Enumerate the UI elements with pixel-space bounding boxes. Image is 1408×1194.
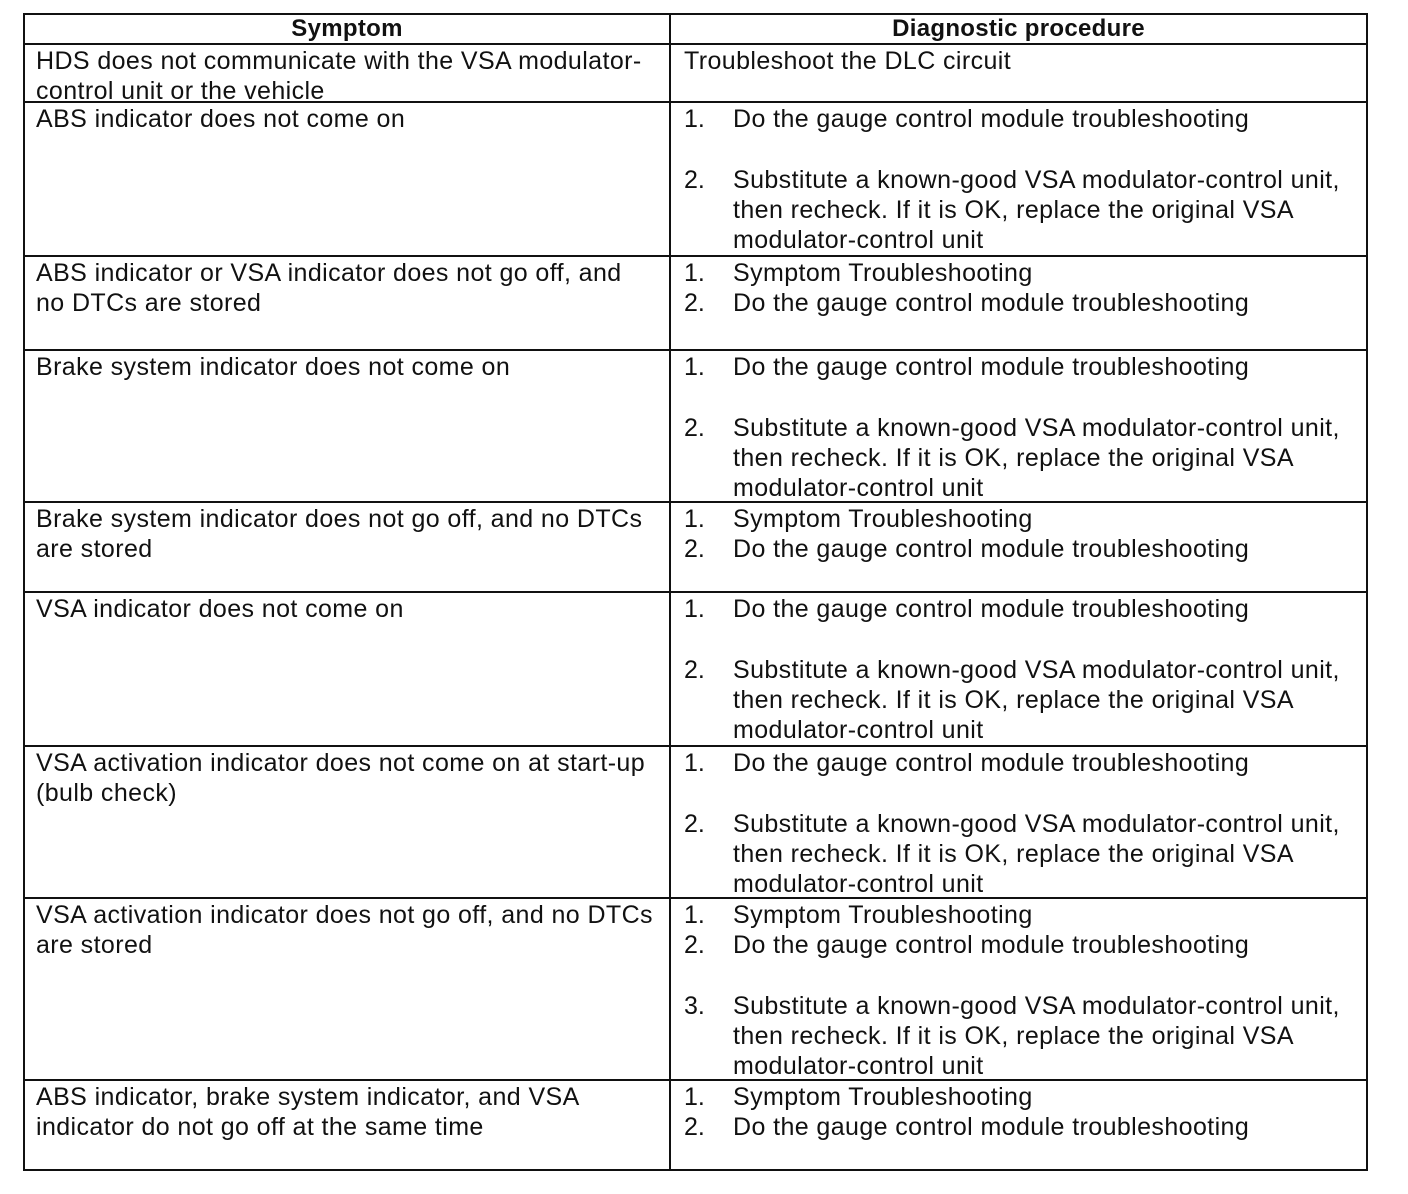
step-line: Do the gauge control module troubleshooting (733, 931, 1250, 959)
step-line: then recheck. If it is OK, replace the original VSA (733, 444, 1294, 472)
step-line: Do the gauge control module troubleshooting (733, 749, 1250, 777)
step-line: Substitute a known-good VSA modulator-control unit, (733, 166, 1340, 194)
step-number: 1. (684, 901, 705, 929)
procedure-step (684, 413, 1366, 503)
procedure-step (684, 655, 1366, 745)
symptom-line: are stored (36, 535, 153, 563)
step-line: Substitute a known-good VSA modulator-control unit, (733, 992, 1340, 1020)
header-diagnostic-procedure: Diagnostic procedure (892, 15, 1145, 42)
step-text (733, 930, 1366, 960)
table-header-row (25, 15, 1366, 45)
header-procedure-cell (671, 15, 1366, 43)
step-line: then recheck. If it is OK, replace the original VSA (733, 840, 1294, 868)
step-line: Symptom Troubleshooting (733, 259, 1033, 287)
step-line: Symptom Troubleshooting (733, 1083, 1033, 1111)
procedure-step (684, 930, 1366, 960)
symptom-line: ABS indicator does not come on (36, 105, 406, 133)
step-text (733, 809, 1366, 899)
symptom-line: VSA indicator does not come on (36, 595, 404, 623)
symptom-line: HDS does not communicate with the VSA modulator- (36, 47, 642, 75)
table-row (25, 257, 1366, 351)
step-number: 2. (684, 810, 705, 838)
table-row (25, 45, 1366, 103)
symptom-cell (25, 503, 671, 591)
symptom-line: Brake system indicator does not go off, and no DTCs (36, 505, 643, 533)
symptom-line: control unit or the vehicle (36, 77, 325, 105)
procedure-cell (671, 503, 1366, 591)
step-text (733, 288, 1366, 318)
procedure-step (684, 1112, 1366, 1142)
procedure-cell (671, 593, 1366, 745)
step-line: Do the gauge control module troubleshooting (733, 535, 1250, 563)
symptom-line: are stored (36, 931, 153, 959)
step-line: modulator-control unit (733, 474, 984, 502)
step-number: 2. (684, 656, 705, 684)
step-line: Do the gauge control module troubleshooting (733, 353, 1250, 381)
step-text (733, 413, 1366, 503)
table-row (25, 103, 1366, 257)
step-text (733, 534, 1366, 564)
symptom-cell (25, 747, 671, 897)
step-number: 2. (684, 289, 705, 317)
step-number: 1. (684, 105, 705, 133)
step-text (733, 258, 1366, 288)
step-number: 2. (684, 414, 705, 442)
step-number: 2. (684, 535, 705, 563)
procedure-cell (671, 1081, 1366, 1169)
procedure-line: Troubleshoot the DLC circuit (684, 47, 1012, 75)
step-line: modulator-control unit (733, 716, 984, 744)
procedure-cell (671, 103, 1366, 255)
symptom-cell (25, 351, 671, 501)
procedure-step (684, 900, 1366, 930)
symptom-cell (25, 593, 671, 745)
symptom-line: ABS indicator, brake system indicator, and VSA (36, 1083, 580, 1111)
step-line: then recheck. If it is OK, replace the original VSA (733, 1022, 1294, 1050)
step-text (733, 104, 1366, 134)
table-row (25, 351, 1366, 503)
procedure-step (684, 258, 1366, 288)
step-text (733, 504, 1366, 534)
step-line: modulator-control unit (733, 226, 984, 254)
step-line: Substitute a known-good VSA modulator-control unit, (733, 656, 1340, 684)
step-line: Symptom Troubleshooting (733, 505, 1033, 533)
step-text (733, 900, 1366, 930)
procedure-step (684, 504, 1366, 534)
procedure-cell (671, 45, 1366, 101)
step-line: Substitute a known-good VSA modulator-control unit, (733, 810, 1340, 838)
step-text (733, 748, 1366, 778)
procedure-step (684, 1082, 1366, 1112)
step-number: 2. (684, 166, 705, 194)
symptom-line: Brake system indicator does not come on (36, 353, 511, 381)
procedure-cell (671, 899, 1366, 1079)
step-number: 2. (684, 931, 705, 959)
step-number: 1. (684, 595, 705, 623)
step-number: 1. (684, 259, 705, 287)
symptom-line: (bulb check) (36, 779, 177, 807)
symptom-line: VSA activation indicator does not come on at start-up (36, 749, 646, 777)
step-number: 1. (684, 749, 705, 777)
procedure-cell (671, 747, 1366, 897)
step-text (733, 1112, 1366, 1142)
step-number: 3. (684, 992, 705, 1020)
step-line: then recheck. If it is OK, replace the original VSA (733, 686, 1294, 714)
step-line: Substitute a known-good VSA modulator-control unit, (733, 414, 1340, 442)
header-symptom-cell (25, 15, 671, 43)
step-line: Symptom Troubleshooting (733, 901, 1033, 929)
symptom-cell (25, 899, 671, 1079)
procedure-step (684, 748, 1366, 778)
symptom-cell (25, 1081, 671, 1169)
table-row (25, 503, 1366, 593)
symptom-cell (25, 45, 671, 105)
symptom-troubleshooting-table (23, 13, 1368, 1171)
procedure-cell (671, 351, 1366, 501)
step-text (733, 352, 1366, 382)
step-line: Do the gauge control module troubleshooting (733, 595, 1250, 623)
step-number: 1. (684, 353, 705, 381)
symptom-line: VSA activation indicator does not go off, and no DTCs (36, 901, 653, 929)
symptom-line: no DTCs are stored (36, 289, 262, 317)
step-number: 1. (684, 1083, 705, 1111)
step-line: Do the gauge control module troubleshooting (733, 105, 1250, 133)
table-row (25, 747, 1366, 899)
step-number: 1. (684, 505, 705, 533)
procedure-step (684, 165, 1366, 255)
step-line: then recheck. If it is OK, replace the original VSA (733, 196, 1294, 224)
step-line: modulator-control unit (733, 1052, 984, 1080)
step-text (733, 165, 1366, 255)
table-row (25, 593, 1366, 747)
symptom-cell (25, 103, 671, 255)
symptom-line: ABS indicator or VSA indicator does not go off, and (36, 259, 622, 287)
procedure-step (684, 809, 1366, 899)
step-text (733, 655, 1366, 745)
procedure-step (684, 594, 1366, 624)
procedure-step (684, 104, 1366, 134)
step-line: modulator-control unit (733, 870, 984, 898)
step-line: Do the gauge control module troubleshooting (733, 1113, 1250, 1141)
step-text (733, 991, 1366, 1081)
step-line: Do the gauge control module troubleshooting (733, 289, 1250, 317)
step-number: 2. (684, 1113, 705, 1141)
procedure-cell (671, 257, 1366, 349)
table-row (25, 1081, 1366, 1169)
step-text (733, 594, 1366, 624)
procedure-step (684, 991, 1366, 1081)
procedure-step (684, 534, 1366, 564)
step-text (733, 1082, 1366, 1112)
table-row (25, 899, 1366, 1081)
header-symptom: Symptom (291, 15, 403, 42)
symptom-line: indicator do not go off at the same time (36, 1113, 484, 1141)
procedure-step (684, 352, 1366, 382)
procedure-step (684, 288, 1366, 318)
symptom-cell (25, 257, 671, 349)
